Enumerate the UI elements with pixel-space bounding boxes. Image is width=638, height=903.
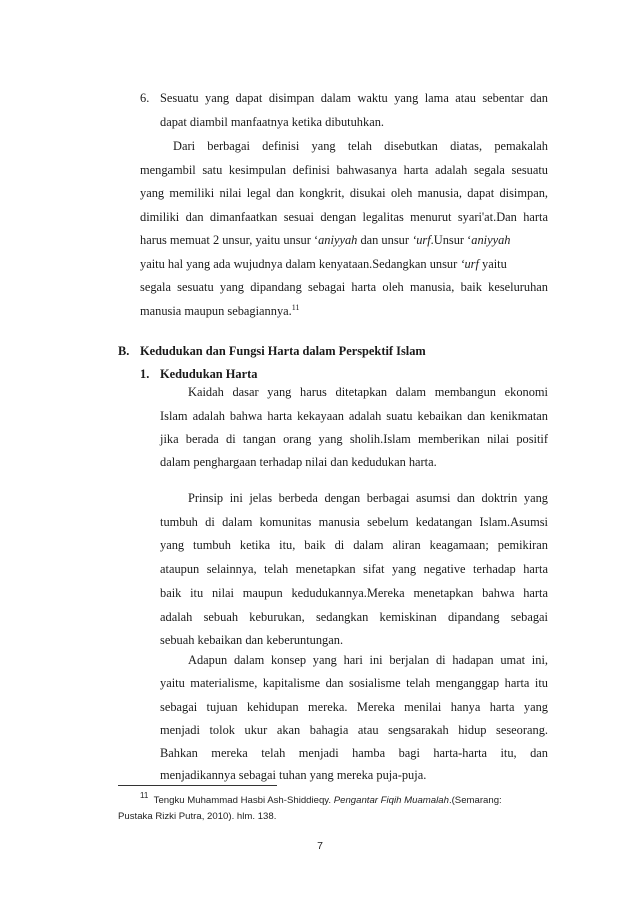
section-b-label: B.	[118, 344, 130, 358]
prinsip-line1: Prinsip ini jelas berbeda dengan berbagai asumsi dan doktrin yang	[188, 491, 548, 505]
kaidah-line1: Kaidah dasar yang harus ditetapkan dalam membangun ekonomi	[188, 385, 548, 399]
kaidah-line4: dalam penghargaan terhadap nilai dan kedudukan harta.	[160, 455, 437, 469]
adapun-line1: Adapun dalam konsep yang hari ini berjalan di hadapan umat ini,	[188, 653, 548, 667]
prinsip-line3: yang tumbuh ketika itu, baik di dalam aliran keagamaan; pemikiran	[160, 538, 548, 552]
definisi-line5	[140, 234, 548, 246]
footnote-separator	[118, 785, 277, 786]
definisi-line3: yang memiliki nilai legal dan kongkrit, disukai oleh manusia, dapat disimpan,	[140, 186, 548, 200]
definisi-line8: manusia maupun sebagiannya.$^{11}$	[140, 303, 300, 318]
adapun-line3: sebagai tujuan kehidupan mereka. Mereka menilai hanya harta yang	[160, 700, 548, 714]
definisi-line6: yaitu hal yang ada wujudnya dalam kenyataan.Sedangkan unsur ‘urf yaitu	[140, 257, 507, 271]
adapun-line4: menjadi tolok ukur akan bahagia atau sengsarakah hidup seseorang.	[160, 723, 548, 737]
prinsip-line6: adalah sebuah keburukan, sedangkan kemiskinan dipandang sebagai	[160, 610, 548, 624]
section-b-title: Kedudukan dan Fungsi Harta dalam Perspektif Islam	[140, 344, 426, 358]
prinsip-line5: baik itu nilai maupun kedudukannya.Mereka menetapkan bahwa harta	[160, 586, 548, 600]
adapun-line5: Bahkan mereka telah menjadi hamba bagi harta-harta itu, dan	[160, 746, 548, 760]
subsection-1-label: 1.	[140, 367, 150, 381]
definisi-line5-text: harus memuat 2 unsur, yaitu unsur ‘aniyyah dan unsur ‘urf.Unsur ‘aniyyah	[140, 233, 511, 247]
footnote-reference: 11	[291, 303, 300, 312]
prinsip-line7: sebuah kebaikan dan keberuntungan.	[160, 633, 344, 647]
item6-line2: dapat diambil manfaatnya ketika dibutuhkan.	[160, 115, 384, 129]
page-number: 7	[317, 840, 323, 852]
list-number-6: 6.	[140, 91, 150, 105]
kaidah-line2: Islam adalah bahwa harta kekayaan adalah suatu kebaikan dan kenikmatan	[160, 409, 548, 423]
item6-line1: Sesuatu yang dapat disimpan dalam waktu yang lama atau sebentar dan	[160, 91, 548, 105]
adapun-line2: yaitu materialisme, kapitalisme dan sosialisme telah menganggap harta itu	[160, 676, 548, 690]
footnote-number: 11	[140, 791, 149, 800]
footnote-line2: Pustaka Rizki Putra, 2010). hlm. 138.	[118, 811, 277, 822]
definisi-line2: mengambil satu kesimpulan definisi bahwasanya harta adalah segala sesuatu	[140, 163, 548, 177]
adapun-line6: menjadikannya sebagai tuhan yang mereka puja-puja.	[160, 768, 427, 782]
kaidah-line3: jika berada di tangan orang yang sholih.Islam memberikan nilai positif	[160, 432, 548, 446]
definisi-line4: dimiliki dan dimanfaatkan sesuai dengan legalitas menurut syari'at.Dan harta	[140, 210, 548, 224]
prinsip-line4: ataupun selainnya, telah menetapkan sifat yang negative terhadap harta	[160, 562, 548, 576]
prinsip-line2: tumbuh di dalam komunitas manusia sebelum kedatangan Islam.Asumsi	[160, 515, 548, 529]
subsection-1-title: Kedudukan Harta	[160, 367, 258, 381]
footnote-line1: $^{11}$ Tengku Muhammad Hasbi Ash-Shiddieqy. Pengantar Fiqih Muamalah.(Semarang:	[140, 791, 502, 806]
definisi-line7: segala sesuatu yang dipandang sebagai harta oleh manusia, baik keseluruhan	[140, 280, 548, 294]
definisi-line1: Dari berbagai definisi yang telah disebutkan diatas, pemakalah	[173, 139, 548, 153]
